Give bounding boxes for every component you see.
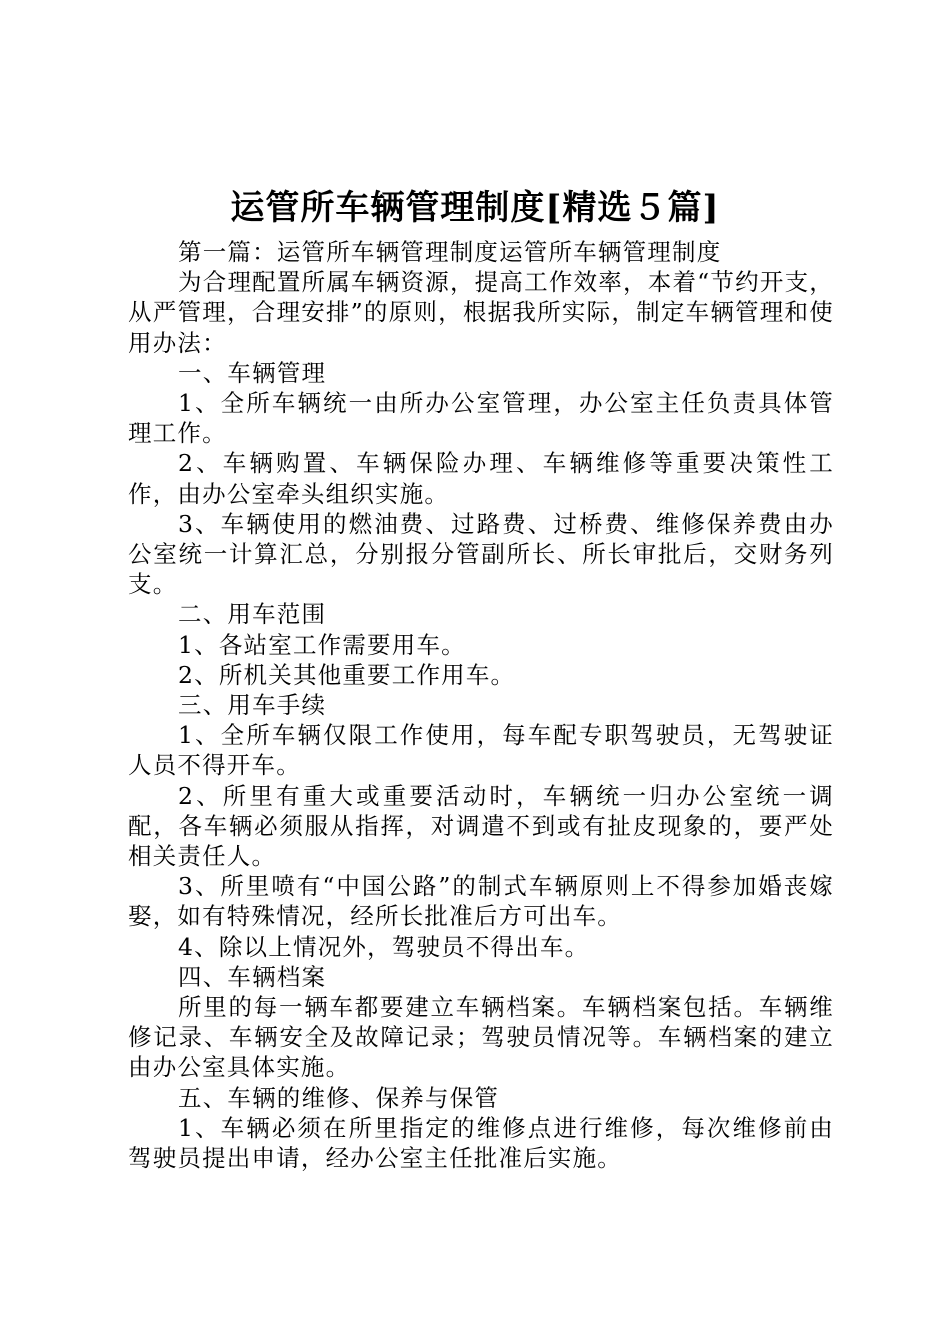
document-title: 运管所车辆管理制度[精选５篇] (230, 188, 720, 228)
paragraph: 1、全所车辆统一由所办公室管理，办公室主任负责具体管理工作。 (128, 389, 834, 448)
paragraph: 2、所机关其他重要工作用车。 (178, 660, 516, 689)
section-heading: 四、车辆档案 (178, 962, 327, 991)
section-heading: 五、车辆的维修、保养与保管 (178, 1083, 500, 1112)
paragraph: 为合理配置所属车辆资源，提高工作效率，本着“节约开支，从严管理，合理安排”的原则，根据我所实际，制定车辆管理和使用办法： (128, 268, 834, 357)
paragraph: 1、全所车辆仅限工作使用，每车配专职驾驶员，无驾驶证人员不得开车。 (128, 721, 834, 780)
section-heading: 三、用车手续 (178, 691, 327, 720)
paragraph: 4、除以上情况外，驾驶员不得出车。 (178, 932, 590, 961)
paragraph: 2、所里有重大或重要活动时，车辆统一归办公室统一调配，各车辆必须服从指挥，对调遣不到或有扯皮现象的，要严处相关责任人。 (128, 781, 834, 871)
paragraph: 第一篇：运管所车辆管理制度运管所车辆管理制度 (178, 238, 722, 266)
paragraph: 3、所里喷有“中国公路”的制式车辆原则上不得参加婚丧嫁娶，如有特殊情况，经所长批准后方可出车。 (128, 872, 834, 931)
paragraph: 2、车辆购置、车辆保险办理、车辆维修等重要决策性工作，由办公室牵头组织实施。 (128, 449, 834, 508)
paragraph: 所里的每一辆车都要建立车辆档案。车辆档案包括。车辆维修记录、车辆安全及故障记录；驾驶员情况等。车辆档案的建立由办公室具体实施。 (128, 993, 834, 1082)
paragraph: 1、各站室工作需要用车。 (178, 630, 466, 659)
section-heading: 二、用车范围 (178, 600, 327, 629)
section-heading: 一、车辆管理 (178, 358, 327, 387)
paragraph: 3、车辆使用的燃油费、过路费、过桥费、维修保养费由办公室统一计算汇总，分别报分管副所长、所长审批后，交财务列支。 (128, 509, 834, 599)
document-body (128, 237, 834, 1173)
paragraph: 1、车辆必须在所里指定的维修点进行维修，每次维修前由驾驶员提出申请，经办公室主任批准后实施。 (128, 1113, 834, 1173)
